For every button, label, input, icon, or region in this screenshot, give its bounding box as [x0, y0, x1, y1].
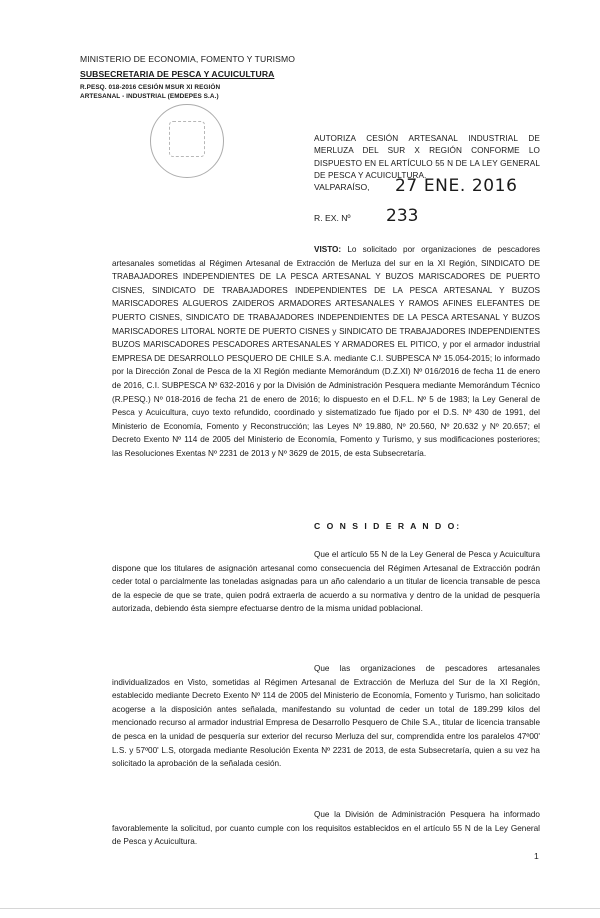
resolution-title: AUTORIZA CESIÓN ARTESANAL INDUSTRIAL DE MERLUZA DEL SUR X REGIÓN CONFORME LO DISPUESTO EN EL ARTÍCULO 55 N DE LA LEY GENERAL DE PESCA Y ACUICULTURA.	[314, 134, 540, 181]
resolution-date: 27 ENE. 2016	[395, 176, 518, 196]
official-stamp	[150, 104, 224, 178]
resolution-number: 233	[386, 206, 419, 226]
considerando-paragraph-3	[112, 808, 540, 849]
stamp-mark	[169, 121, 205, 157]
considerando-text-1: Que el artículo 55 N de la Ley General de Pesca y Acuicultura dispone que los titulares de asignación artesanal como consecuencia del Régimen Artesanal de Extracción podrán ceder total o parcialmente las toneladas asignadas para un año calendario a un titular de licencia transable de pesca de la especie de que se trate, quien podrá extraerla de acuerdo a su normativa y dentro de la unidad de pesquería autorizada, debiendo ésta siempre efectuarse dentro de la misma unidad poblacional.	[112, 550, 540, 614]
ministry-name: MINISTERIO DE ECONOMIA, FOMENTO Y TURISMO	[80, 54, 295, 64]
considerando-text-2: Que las organizaciones de pescadores artesanales individualizados en Visto, sometidas al Régimen Artesanal de Extracción de Merluza del Sur de la XI Región, establecido mediante Decreto Exento Nº 114 de 2005 del Ministerio de Economía, Fomento y Turismo, han solicitado acogerse a la disposición antes señalada, manifestando su voluntad de ceder un total de 189.299 kilos del mencionado recurso al armador industrial Empresa de Desarrollo Pesquero de Chile S.A., titular de licencia transable de pesca en la unidad de pesquería sur exterior del recurso Merluza del sur, comprendida entre los paralelos 47º00' L.S. y 57º00' L.S, otorgada mediante Resolución Exenta Nº 2231 de 2013, de esta Subsecretaría, quien a su vez ha solicitado la aprobación de la señalada cesión.	[112, 664, 540, 769]
visto-lead: VISTO:	[314, 245, 342, 254]
place-label: VALPARAÍSO,	[314, 182, 370, 192]
page-number: 1	[534, 851, 539, 861]
reference-line-1: R.PESQ. 018-2016 CESIÓN MSUR XI REGIÓN	[80, 84, 221, 91]
resolution-number-label: R. EX. Nº	[314, 213, 351, 223]
considerando-paragraph-2	[112, 662, 540, 771]
visto-paragraph	[112, 243, 540, 461]
reference-line-2: ARTESANAL - INDUSTRIAL (EMDEPES S.A.)	[80, 93, 219, 100]
visto-text: Lo solicitado por organizaciones de pescadores artesanales sometidas al Régimen Artesanal de Extracción de Merluza del sur en la XI Región, SINDICATO DE TRABAJADORES INDEPENDIENTES DE LA PESCA ARTESANAL Y BUZOS MARISCADORES DE PUERTO CISNES, SINDICATO DE TRABAJADORES INDEPENDIENTES DE LA PESCA ARTESANAL Y BUZOS MARISCADORES ALGUEROS ZAIDEROS ARMADORES ARTESANALES Y RAMOS AFINES ELEFANTES DE PUERTO CISNES, SINDICATO DE TRABAJADORES INDEPENDIENTES DE LA PESCA ARTESANAL Y BUZOS MARISCADORES LITORAL NORTE DE PUERTO CISNES y SINDICATO DE TRABAJADORES INDEPENDIENTES BUZOS MARISCADORES PESCADORES ARTESANALES Y ARMADORES EL PITICO, y por el armador industrial EMPRESA DE DESARROLLO PESQUERO DE CHILE S.A. mediante C.I. SUBPESCA Nº 15.054-2015; lo informado por la Dirección Zonal de Pesca de la XI Región mediante Memorándum (D.Z.XI) Nº 016/2016 de fecha 11 de enero de 2016, C.I. SUBPESCA Nº 632-2016 y por la División de Administración Pesquera mediante Memorándum Técnico (R.PESQ.) Nº 018-2016 de fecha 21 de enero de 2016; lo dispuesto en el D.F.L. Nº 5 de 1983; la Ley General de Pesca y Acuicultura, cuyo texto refundido, coordinado y sistematizado fue fijado por el D.S. Nº 430 de 1991, del Ministerio de Economía, Fomento y Reconstrucción; las Leyes Nº 19.880, Nº 20.560, Nº 20.632 y Nº 20.657; el Decreto Exento Nº 114 de 2005 del Ministerio de Economía, Fomento y Turismo, y sus modificaciones posteriores; las Resoluciones Exentas Nº 2231 de 2013 y Nº 3629 de 2015, de esta Subsecretaría.	[112, 245, 540, 458]
considerando-heading: C O N S I D E R A N D O:	[314, 521, 462, 531]
considerando-text-3: Que la División de Administración Pesquera ha informado favorablemente la solicitud, por cuanto cumple con los requisitos establecidos en el artículo 55 N de la Ley General de Pesca y Acuicultura.	[112, 810, 540, 847]
considerando-paragraph-1	[112, 548, 540, 616]
page-bottom-edge	[0, 908, 600, 909]
subsecretaria-name: SUBSECRETARIA DE PESCA Y ACUICULTURA	[80, 69, 275, 79]
